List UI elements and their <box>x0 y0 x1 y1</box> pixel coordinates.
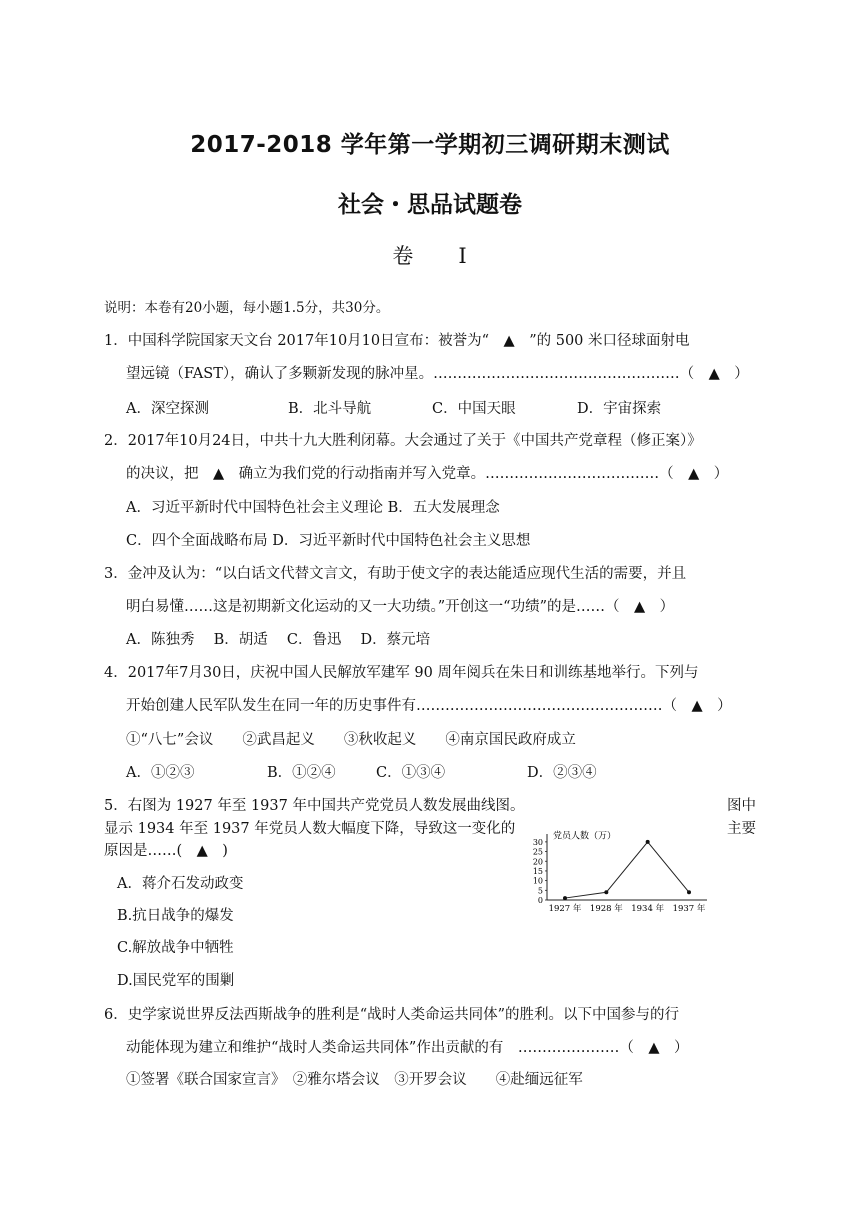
q1-line1: 1．中国科学院国家天文台 2017年10月10日宣布：被誉为“ ▲ ”的 500 米口径球面射电 <box>104 333 690 349</box>
instructions: 说明：本卷有20小题，每小题1.5分，共30分。 <box>104 300 390 316</box>
y-tick-label: 0 <box>537 896 543 905</box>
q1-option-b: B．北斗导航 <box>288 401 372 417</box>
q1-option-d: D．宇宙探索 <box>577 401 662 417</box>
q5-line2: 显示 1934 年至 1937 年党员人数大幅度下降，导致这一变化的 <box>104 821 516 837</box>
q5-line2-end: 主要 <box>727 821 756 837</box>
q2-line1: 2．2017年10月24日，中共十九大胜利闭幕。大会通过了关于《中国共产党章程（修正案）》 <box>104 433 702 449</box>
x-tick-label: 1927 年 <box>548 904 582 914</box>
q4-option-d: D．②③④ <box>527 765 597 781</box>
series-line <box>565 842 689 898</box>
q5-line3: 原因是……( ▲ ) <box>104 843 228 859</box>
q4-line1: 4．2017年7月30日，庆祝中国人民解放军建军 90 周年阅兵在朱日和训练基地举行。下列与 <box>104 665 699 681</box>
data-point <box>563 896 567 900</box>
q5-option-d: D.国民党军的围剿 <box>117 973 235 989</box>
q5-line1: 5．右图为 1927 年至 1937 年中国共产党党员人数发展曲线图。 <box>104 798 525 814</box>
q1-option-c: C．中国天眼 <box>432 401 516 417</box>
volume-label: 卷 I <box>392 244 468 268</box>
q5-option-a: A．蒋介石发动政变 <box>117 876 244 892</box>
x-tick-label: 1934 年 <box>631 904 665 914</box>
party-membership-chart <box>527 828 712 920</box>
q6-items: ①签署《联合国家宣言》 ②雅尔塔会议 ③开罗会议 ④赴缅远征军 <box>126 1072 583 1088</box>
x-tick-label: 1937 年 <box>672 904 706 914</box>
q4-option-c: C．①③④ <box>376 765 446 781</box>
q6-line1: 6．史学家说世界反法西斯战争的胜利是“战时人类命运共同体”的胜利。以下中国参与的行 <box>104 1007 680 1023</box>
q5-line1-end: 图中 <box>727 798 756 814</box>
q4-items: ①“八七”会议 ②武昌起义 ③秋收起义 ④南京国民政府成立 <box>126 732 576 748</box>
q6-line2: 动能体现为建立和维护“战时人类命运共同体”作出贡献的有 …………………（ ▲ ） <box>126 1040 689 1056</box>
data-point <box>604 890 608 894</box>
q1-option-a: A．深空探测 <box>126 401 209 417</box>
q3-options: A．陈独秀 B．胡适 C．鲁迅 D．蔡元培 <box>126 632 431 648</box>
chart-title: 党员人数（万） <box>553 831 617 842</box>
exam-subtitle: 社会・思品试题卷 <box>338 192 522 218</box>
data-point <box>646 840 650 844</box>
y-tick-label: 30 <box>532 837 543 847</box>
y-tick-label: 25 <box>532 847 543 857</box>
q1-line2: 望远镜（FAST），确认了多颗新发现的脉冲星。……………………………………………（ ▲ ） <box>126 366 749 382</box>
q2-line2: 的决议，把 ▲ 确立为我们党的行动指南并写入党章。………………………………（ ▲ ） <box>126 466 729 482</box>
q2-options-cd: C．四个全面战略布局 D．习近平新时代中国特色社会主义思想 <box>126 533 531 549</box>
q4-option-a: A．①②③ <box>126 765 195 781</box>
y-tick-label: 5 <box>537 886 543 896</box>
data-point <box>687 890 691 894</box>
q4-line2: 开始创建人民军队发生在同一年的历史事件有……………………………………………（ ▲ ） <box>126 698 732 714</box>
q2-options-ab: A．习近平新时代中国特色社会主义理论 B．五大发展理念 <box>126 500 500 516</box>
q5-option-b: B.抗日战争的爆发 <box>117 908 234 924</box>
exam-title: 2017-2018 学年第一学期初三调研期末测试 <box>190 132 670 158</box>
q3-line2: 明白易懂……这是初期新文化运动的又一大功绩。”开创这一“功绩”的是……（ ▲ ） <box>126 599 675 615</box>
x-tick-label: 1928 年 <box>589 904 623 914</box>
y-tick-label: 15 <box>532 866 543 876</box>
y-tick-label: 20 <box>532 857 543 867</box>
y-tick-label: 10 <box>532 876 543 886</box>
q4-option-b: B．①②④ <box>267 765 336 781</box>
q5-option-c: C.解放战争中牺牲 <box>117 940 234 956</box>
q3-line1: 3．金冲及认为：“以白话文代替文言文，有助于使文字的表达能适应现代生活的需要，并且 <box>104 566 687 582</box>
